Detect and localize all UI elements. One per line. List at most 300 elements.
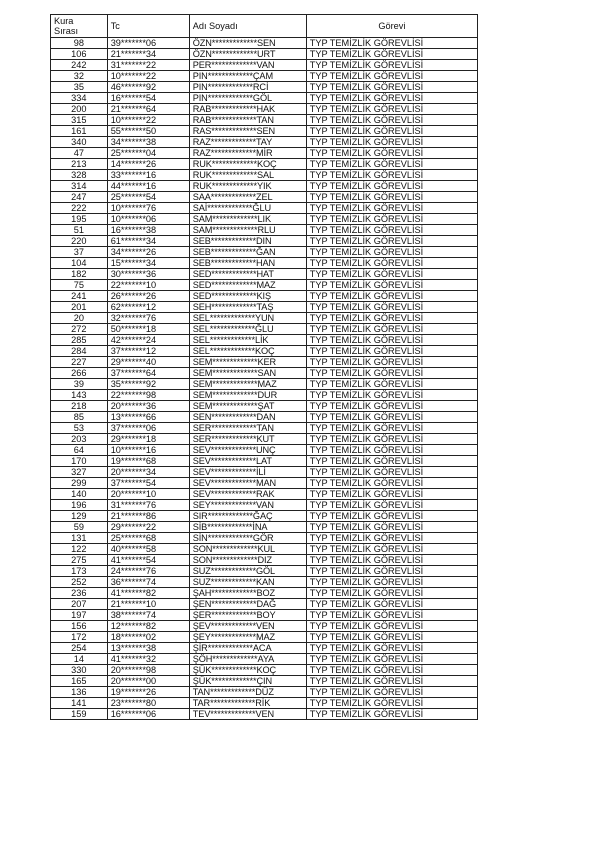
tc-cell: 16*******54 (107, 93, 189, 104)
kura-cell: 284 (51, 346, 108, 357)
kura-cell: 220 (51, 236, 108, 247)
tc-cell: 44*******16 (107, 181, 189, 192)
table-row (51, 346, 478, 357)
name-cell: SER*************TAN (189, 423, 306, 434)
name-cell: PIN*************ÇAM (189, 71, 306, 82)
table-row (51, 126, 478, 137)
gorev-cell: TYP TEMİZLİK GÖREVLİSİ (306, 456, 477, 467)
kura-cell: 327 (51, 467, 108, 478)
kura-cell: 156 (51, 621, 108, 632)
table-row (51, 368, 478, 379)
kura-cell: 222 (51, 203, 108, 214)
kura-cell: 98 (51, 38, 108, 49)
gorev-cell: TYP TEMİZLİK GÖREVLİSİ (306, 71, 477, 82)
name-cell: SEL*************LİK (189, 335, 306, 346)
table-row (51, 632, 478, 643)
kura-cell: 129 (51, 511, 108, 522)
table-row (51, 643, 478, 654)
name-cell: SEH*************TAŞ (189, 302, 306, 313)
tc-cell: 21*******10 (107, 599, 189, 610)
name-cell: RAZ*************MİR (189, 148, 306, 159)
name-cell: ÖZN*************URT (189, 49, 306, 60)
table-row (51, 38, 478, 49)
tc-cell: 41*******82 (107, 588, 189, 599)
table-row (51, 445, 478, 456)
table-row (51, 280, 478, 291)
name-cell: SEB*************DIN (189, 236, 306, 247)
name-cell: SAM*************RLU (189, 225, 306, 236)
table-row (51, 533, 478, 544)
gorev-cell: TYP TEMİZLİK GÖREVLİSİ (306, 324, 477, 335)
gorev-cell: TYP TEMİZLİK GÖREVLİSİ (306, 610, 477, 621)
table-row (51, 665, 478, 676)
gorev-cell: TYP TEMİZLİK GÖREVLİSİ (306, 665, 477, 676)
gorev-cell: TYP TEMİZLİK GÖREVLİSİ (306, 247, 477, 258)
gorev-cell: TYP TEMİZLİK GÖREVLİSİ (306, 445, 477, 456)
gorev-cell: TYP TEMİZLİK GÖREVLİSİ (306, 544, 477, 555)
name-cell: SEB*************HAN (189, 258, 306, 269)
kura-cell: 106 (51, 49, 108, 60)
tc-cell: 20*******98 (107, 665, 189, 676)
gorev-cell: TYP TEMİZLİK GÖREVLİSİ (306, 511, 477, 522)
name-cell: SUZ*************KAN (189, 577, 306, 588)
tc-cell: 21*******34 (107, 49, 189, 60)
table-row (51, 522, 478, 533)
tc-cell: 12*******82 (107, 621, 189, 632)
table-row (51, 104, 478, 115)
name-cell: SEM*************SAN (189, 368, 306, 379)
kura-cell: 203 (51, 434, 108, 445)
table-body (51, 38, 478, 720)
tc-cell: 25*******54 (107, 192, 189, 203)
kura-cell: 20 (51, 313, 108, 324)
table-row (51, 588, 478, 599)
kura-cell: 314 (51, 181, 108, 192)
gorev-cell: TYP TEMİZLİK GÖREVLİSİ (306, 434, 477, 445)
gorev-cell: TYP TEMİZLİK GÖREVLİSİ (306, 214, 477, 225)
table-row (51, 313, 478, 324)
kura-cell: 328 (51, 170, 108, 181)
tc-cell: 23*******80 (107, 698, 189, 709)
name-cell: SEL*************ĞLU (189, 324, 306, 335)
tc-cell: 26*******26 (107, 291, 189, 302)
gorev-cell: TYP TEMİZLİK GÖREVLİSİ (306, 203, 477, 214)
gorev-cell: TYP TEMİZLİK GÖREVLİSİ (306, 302, 477, 313)
table-row (51, 610, 478, 621)
table-row (51, 401, 478, 412)
tc-cell: 22*******10 (107, 280, 189, 291)
tc-cell: 10*******22 (107, 71, 189, 82)
tc-cell: 16*******38 (107, 225, 189, 236)
gorev-cell: TYP TEMİZLİK GÖREVLİSİ (306, 170, 477, 181)
table-row (51, 335, 478, 346)
gorev-cell: TYP TEMİZLİK GÖREVLİSİ (306, 368, 477, 379)
tc-cell: 29*******18 (107, 434, 189, 445)
tc-cell: 33*******16 (107, 170, 189, 181)
name-cell: SUZ*************GÖL (189, 566, 306, 577)
table-row (51, 181, 478, 192)
table-row (51, 258, 478, 269)
tc-cell: 24*******76 (107, 566, 189, 577)
table-row (51, 247, 478, 258)
name-cell: SEN*************DAN (189, 412, 306, 423)
table-row (51, 49, 478, 60)
table-row (51, 192, 478, 203)
name-cell: SON*************DIZ (189, 555, 306, 566)
gorev-cell: TYP TEMİZLİK GÖREVLİSİ (306, 599, 477, 610)
gorev-cell: TYP TEMİZLİK GÖREVLİSİ (306, 313, 477, 324)
gorev-cell: TYP TEMİZLİK GÖREVLİSİ (306, 126, 477, 137)
tc-cell: 36*******74 (107, 577, 189, 588)
tc-cell: 37*******06 (107, 423, 189, 434)
table-row (51, 137, 478, 148)
gorev-cell: TYP TEMİZLİK GÖREVLİSİ (306, 269, 477, 280)
kura-cell: 218 (51, 401, 108, 412)
kura-cell: 59 (51, 522, 108, 533)
table-row (51, 621, 478, 632)
kura-cell: 53 (51, 423, 108, 434)
kura-cell: 165 (51, 676, 108, 687)
kura-cell: 197 (51, 610, 108, 621)
tc-cell: 41*******32 (107, 654, 189, 665)
tc-cell: 25*******68 (107, 533, 189, 544)
name-cell: TAR*************RİK (189, 698, 306, 709)
name-cell: SEY*************VAN (189, 500, 306, 511)
table-row (51, 93, 478, 104)
kura-cell: 131 (51, 533, 108, 544)
tc-cell: 34*******38 (107, 137, 189, 148)
name-cell: ŞAH*************BOZ (189, 588, 306, 599)
kura-cell: 14 (51, 654, 108, 665)
gorev-cell: TYP TEMİZLİK GÖREVLİSİ (306, 346, 477, 357)
kura-cell: 173 (51, 566, 108, 577)
tc-cell: 29*******22 (107, 522, 189, 533)
header-adi-soyadi: Adı Soyadı (189, 15, 306, 38)
tc-cell: 21*******64 (107, 104, 189, 115)
gorev-cell: TYP TEMİZLİK GÖREVLİSİ (306, 104, 477, 115)
gorev-cell: TYP TEMİZLİK GÖREVLİSİ (306, 379, 477, 390)
kura-cell: 252 (51, 577, 108, 588)
header-kura-line2: Sırası (54, 26, 78, 36)
name-cell: ŞÜK*************ÇIN (189, 676, 306, 687)
table-row (51, 236, 478, 247)
table-row (51, 456, 478, 467)
gorev-cell: TYP TEMİZLİK GÖREVLİSİ (306, 489, 477, 500)
tc-cell: 62*******12 (107, 302, 189, 313)
tc-cell: 14*******26 (107, 159, 189, 170)
name-cell: SEB*************ĞAN (189, 247, 306, 258)
gorev-cell: TYP TEMİZLİK GÖREVLİSİ (306, 60, 477, 71)
name-cell: SEM*************KER (189, 357, 306, 368)
gorev-cell: TYP TEMİZLİK GÖREVLİSİ (306, 654, 477, 665)
gorev-cell: TYP TEMİZLİK GÖREVLİSİ (306, 621, 477, 632)
kura-cell: 136 (51, 687, 108, 698)
gorev-cell: TYP TEMİZLİK GÖREVLİSİ (306, 335, 477, 346)
kura-cell: 39 (51, 379, 108, 390)
tc-cell: 10*******76 (107, 203, 189, 214)
gorev-cell: TYP TEMİZLİK GÖREVLİSİ (306, 676, 477, 687)
name-cell: SEV*************UNÇ (189, 445, 306, 456)
gorev-cell: TYP TEMİZLİK GÖREVLİSİ (306, 500, 477, 511)
name-cell: ŞİR*************ACA (189, 643, 306, 654)
name-cell: SAA*************ZEL (189, 192, 306, 203)
tc-cell: 37*******64 (107, 368, 189, 379)
tc-cell: 37*******12 (107, 346, 189, 357)
kura-cell: 227 (51, 357, 108, 368)
table-row (51, 357, 478, 368)
gorev-cell: TYP TEMİZLİK GÖREVLİSİ (306, 137, 477, 148)
gorev-cell: TYP TEMİZLİK GÖREVLİSİ (306, 357, 477, 368)
table-row (51, 379, 478, 390)
kura-cell: 299 (51, 478, 108, 489)
kura-cell: 172 (51, 632, 108, 643)
kura-cell: 32 (51, 71, 108, 82)
table-row (51, 544, 478, 555)
table-row (51, 302, 478, 313)
tc-cell: 20*******34 (107, 467, 189, 478)
header-kura-line1: Kura (54, 16, 74, 26)
gorev-cell: TYP TEMİZLİK GÖREVLİSİ (306, 522, 477, 533)
tc-cell: 20*******36 (107, 401, 189, 412)
tc-cell: 55*******50 (107, 126, 189, 137)
name-cell: ŞEV*************VEN (189, 621, 306, 632)
tc-cell: 18*******02 (107, 632, 189, 643)
tc-cell: 19*******26 (107, 687, 189, 698)
header-tc: Tc (107, 15, 189, 38)
table-row (51, 115, 478, 126)
kura-cell: 51 (51, 225, 108, 236)
kura-cell: 315 (51, 115, 108, 126)
tc-cell: 46*******92 (107, 82, 189, 93)
kura-cell: 196 (51, 500, 108, 511)
assignment-table (50, 14, 478, 720)
kura-cell: 37 (51, 247, 108, 258)
gorev-cell: TYP TEMİZLİK GÖREVLİSİ (306, 533, 477, 544)
tc-cell: 41*******54 (107, 555, 189, 566)
name-cell: PIN*************GÖL (189, 93, 306, 104)
tc-cell: 25*******04 (107, 148, 189, 159)
tc-cell: 29*******40 (107, 357, 189, 368)
kura-cell: 85 (51, 412, 108, 423)
header-row (51, 15, 478, 38)
kura-cell: 241 (51, 291, 108, 302)
name-cell: SEM*************DUR (189, 390, 306, 401)
kura-cell: 35 (51, 82, 108, 93)
kura-cell: 330 (51, 665, 108, 676)
gorev-cell: TYP TEMİZLİK GÖREVLİSİ (306, 148, 477, 159)
tc-cell: 10*******16 (107, 445, 189, 456)
gorev-cell: TYP TEMİZLİK GÖREVLİSİ (306, 390, 477, 401)
table-row (51, 555, 478, 566)
name-cell: SEM*************MAZ (189, 379, 306, 390)
table-row (51, 214, 478, 225)
header-kura-sirasi (51, 15, 108, 38)
table-row (51, 467, 478, 478)
kura-cell: 122 (51, 544, 108, 555)
tc-cell: 31*******22 (107, 60, 189, 71)
name-cell: ŞÖH*************AYA (189, 654, 306, 665)
tc-cell: 22*******98 (107, 390, 189, 401)
kura-cell: 75 (51, 280, 108, 291)
gorev-cell: TYP TEMİZLİK GÖREVLİSİ (306, 555, 477, 566)
tc-cell: 42*******24 (107, 335, 189, 346)
table-row (51, 269, 478, 280)
table-row (51, 676, 478, 687)
tc-cell: 13*******38 (107, 643, 189, 654)
tc-cell: 37*******54 (107, 478, 189, 489)
kura-cell: 272 (51, 324, 108, 335)
table-row (51, 170, 478, 181)
table-row (51, 709, 478, 720)
name-cell: RAB*************HAK (189, 104, 306, 115)
name-cell: RAB*************TAN (189, 115, 306, 126)
kura-cell: 236 (51, 588, 108, 599)
name-cell: SED*************HAT (189, 269, 306, 280)
name-cell: SEV*************MAN (189, 478, 306, 489)
gorev-cell: TYP TEMİZLİK GÖREVLİSİ (306, 115, 477, 126)
tc-cell: 34*******26 (107, 247, 189, 258)
kura-cell: 104 (51, 258, 108, 269)
name-cell: TAN*************DÜZ (189, 687, 306, 698)
table-row (51, 423, 478, 434)
kura-cell: 170 (51, 456, 108, 467)
gorev-cell: TYP TEMİZLİK GÖREVLİSİ (306, 93, 477, 104)
tc-cell: 40*******58 (107, 544, 189, 555)
tc-cell: 39*******06 (107, 38, 189, 49)
table-row (51, 687, 478, 698)
table-row (51, 500, 478, 511)
tc-cell: 10*******22 (107, 115, 189, 126)
name-cell: RUK*************KOÇ (189, 159, 306, 170)
gorev-cell: TYP TEMİZLİK GÖREVLİSİ (306, 577, 477, 588)
gorev-cell: TYP TEMİZLİK GÖREVLİSİ (306, 291, 477, 302)
tc-cell: 16*******06 (107, 709, 189, 720)
kura-cell: 201 (51, 302, 108, 313)
table-row (51, 412, 478, 423)
name-cell: SEV*************LAT (189, 456, 306, 467)
gorev-cell: TYP TEMİZLİK GÖREVLİSİ (306, 423, 477, 434)
kura-cell: 64 (51, 445, 108, 456)
table-row (51, 159, 478, 170)
tc-cell: 20*******10 (107, 489, 189, 500)
name-cell: SON*************KUL (189, 544, 306, 555)
kura-cell: 159 (51, 709, 108, 720)
name-cell: SEL*************YUN (189, 313, 306, 324)
gorev-cell: TYP TEMİZLİK GÖREVLİSİ (306, 643, 477, 654)
name-cell: RAS*************SEN (189, 126, 306, 137)
kura-cell: 143 (51, 390, 108, 401)
kura-cell: 182 (51, 269, 108, 280)
name-cell: SEV*************RAK (189, 489, 306, 500)
table-row (51, 148, 478, 159)
name-cell: ŞER*************BOY (189, 610, 306, 621)
kura-cell: 275 (51, 555, 108, 566)
name-cell: SİB*************İNA (189, 522, 306, 533)
gorev-cell: TYP TEMİZLİK GÖREVLİSİ (306, 588, 477, 599)
kura-cell: 195 (51, 214, 108, 225)
kura-cell: 47 (51, 148, 108, 159)
name-cell: SER*************KUT (189, 434, 306, 445)
kura-cell: 242 (51, 60, 108, 71)
kura-cell: 207 (51, 599, 108, 610)
table-row (51, 71, 478, 82)
gorev-cell: TYP TEMİZLİK GÖREVLİSİ (306, 401, 477, 412)
gorev-cell: TYP TEMİZLİK GÖREVLİSİ (306, 181, 477, 192)
gorev-cell: TYP TEMİZLİK GÖREVLİSİ (306, 632, 477, 643)
table-row (51, 225, 478, 236)
table-row (51, 434, 478, 445)
tc-cell: 31*******76 (107, 500, 189, 511)
kura-cell: 247 (51, 192, 108, 203)
kura-cell: 285 (51, 335, 108, 346)
name-cell: SAİ*************ĞLU (189, 203, 306, 214)
name-cell: SEV*************İLİ (189, 467, 306, 478)
name-cell: ÖZN*************SEN (189, 38, 306, 49)
tc-cell: 50*******18 (107, 324, 189, 335)
header-gorevi: Görevi (306, 15, 477, 38)
table-row (51, 291, 478, 302)
tc-cell: 20*******00 (107, 676, 189, 687)
table-row (51, 324, 478, 335)
name-cell: TEV*************VEN (189, 709, 306, 720)
gorev-cell: TYP TEMİZLİK GÖREVLİSİ (306, 38, 477, 49)
table-row (51, 203, 478, 214)
tc-cell: 38*******74 (107, 610, 189, 621)
tc-cell: 19*******68 (107, 456, 189, 467)
kura-cell: 140 (51, 489, 108, 500)
name-cell: RUK*************SAL (189, 170, 306, 181)
gorev-cell: TYP TEMİZLİK GÖREVLİSİ (306, 192, 477, 203)
gorev-cell: TYP TEMİZLİK GÖREVLİSİ (306, 467, 477, 478)
tc-cell: 13*******66 (107, 412, 189, 423)
name-cell: SEM*************ŞAT (189, 401, 306, 412)
gorev-cell: TYP TEMİZLİK GÖREVLİSİ (306, 698, 477, 709)
table-row (51, 599, 478, 610)
gorev-cell: TYP TEMİZLİK GÖREVLİSİ (306, 412, 477, 423)
gorev-cell: TYP TEMİZLİK GÖREVLİSİ (306, 258, 477, 269)
kura-cell: 340 (51, 137, 108, 148)
tc-cell: 32*******76 (107, 313, 189, 324)
gorev-cell: TYP TEMİZLİK GÖREVLİSİ (306, 82, 477, 93)
name-cell: SİN*************GÖR (189, 533, 306, 544)
table-row (51, 577, 478, 588)
table-row (51, 478, 478, 489)
name-cell: ŞÜK*************KOÇ (189, 665, 306, 676)
gorev-cell: TYP TEMİZLİK GÖREVLİSİ (306, 236, 477, 247)
table-row (51, 698, 478, 709)
gorev-cell: TYP TEMİZLİK GÖREVLİSİ (306, 709, 477, 720)
table-row (51, 511, 478, 522)
table-row (51, 82, 478, 93)
tc-cell: 21*******86 (107, 511, 189, 522)
tc-cell: 10*******06 (107, 214, 189, 225)
table-row (51, 60, 478, 71)
tc-cell: 61*******34 (107, 236, 189, 247)
table-row (51, 390, 478, 401)
gorev-cell: TYP TEMİZLİK GÖREVLİSİ (306, 478, 477, 489)
kura-cell: 200 (51, 104, 108, 115)
name-cell: RUK*************YIK (189, 181, 306, 192)
tc-cell: 15*******34 (107, 258, 189, 269)
kura-cell: 254 (51, 643, 108, 654)
table-row (51, 566, 478, 577)
name-cell: ŞEY*************MAZ (189, 632, 306, 643)
name-cell: PIN*************RCİ (189, 82, 306, 93)
gorev-cell: TYP TEMİZLİK GÖREVLİSİ (306, 687, 477, 698)
name-cell: SIR*************ĞAÇ (189, 511, 306, 522)
kura-cell: 213 (51, 159, 108, 170)
gorev-cell: TYP TEMİZLİK GÖREVLİSİ (306, 280, 477, 291)
